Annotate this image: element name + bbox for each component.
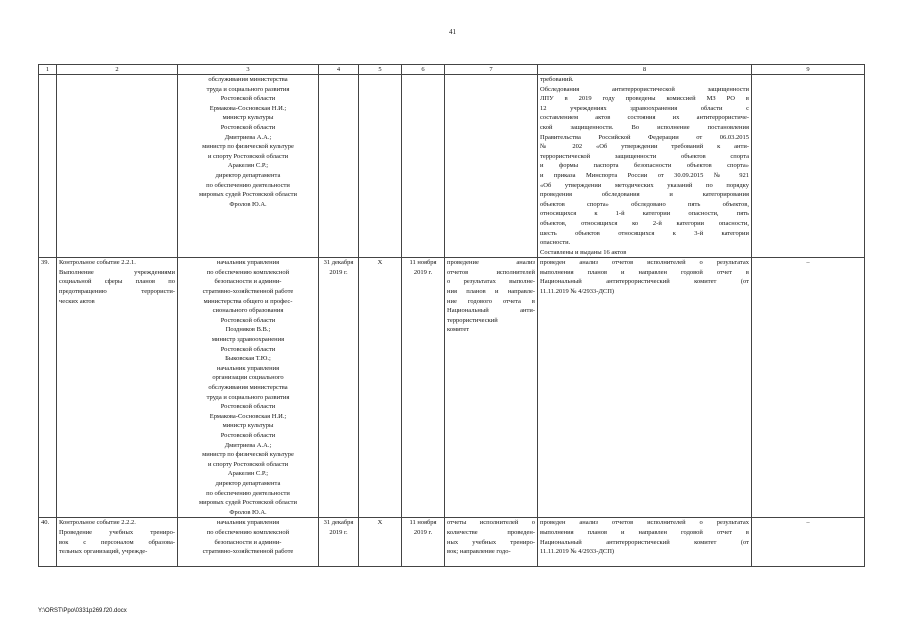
actual-date-cell	[402, 258, 445, 518]
cell-text-line: начальник управления	[216, 364, 280, 372]
cell-text-line: Национальный анти-	[447, 307, 535, 315]
cell-text-line: количестве проведен-	[447, 528, 535, 536]
cell-text-line: Фролов Ю.А.	[229, 508, 267, 516]
file-path-footer: Y:\ORST\Ppo\0331p269.f20.docx	[38, 608, 127, 614]
cell-text-line: Обследования антитеррористической защищенности	[540, 85, 749, 93]
cell-text-line: и приказа Минспорта России от 30.09.2015 № 921	[540, 171, 749, 179]
page-number: 41	[449, 28, 456, 36]
cell-text-line: обслуживания министерства	[208, 384, 288, 391]
actual-date-cell	[402, 518, 445, 567]
cell-text-line: проведения обследования и категорирования	[540, 191, 749, 199]
cell-text-line: сионального образования	[212, 307, 284, 315]
cell-text-line: 11 ноября	[409, 519, 437, 527]
cell-text-line: Проведение учебных трениро-	[59, 528, 175, 536]
cell-text-line: Правительства Российской Федерации от 06.03.2015	[540, 133, 749, 141]
cell-text-line: министр по физической культуре	[202, 451, 294, 459]
cell-text-line: по обеспечению деятельности	[206, 181, 290, 189]
table-row-40	[39, 518, 865, 567]
cell-text-line: министр культуры	[222, 422, 274, 430]
cell-text-line: Ростовской области	[220, 95, 276, 103]
column-number: 2	[57, 65, 178, 75]
cell-text-line: ных учебных трениро-	[447, 538, 535, 546]
column-number: 3	[178, 65, 319, 75]
cell-text-line: Выполнение учреждениями	[59, 268, 175, 276]
cell-text-line: объектов, относящихся ко 2-й категории опасности,	[540, 219, 749, 227]
cell-text-line: министр по физической культуре	[202, 143, 294, 151]
cell-text-line: вок; направление годо-	[447, 548, 511, 556]
cell-text-line: отчетов исполнителей	[447, 268, 535, 276]
remarks-cell: –	[752, 518, 865, 567]
cell-text-line: Контрольное событие 2.2.2.	[59, 519, 136, 527]
cell-text-line: 2019 г.	[413, 528, 433, 536]
cell-text-line: по обеспечению комплексной	[206, 268, 290, 276]
cell-text-line: Дмитриева А.А.;	[224, 441, 272, 449]
cell-text-line: опасности.	[540, 239, 571, 247]
cell-text-line: 11.11.2019 № 4/2933-ДСП)	[540, 548, 615, 556]
cell-text-line: террористической защищенности объектов спорта	[540, 152, 749, 160]
cell-text-line: 31 декабря	[323, 259, 354, 267]
column-number: 5	[359, 65, 402, 75]
cell-text-line: труда и социального развития	[206, 85, 290, 93]
responsible-persons-cell	[178, 258, 319, 518]
event-name-cell	[57, 518, 178, 567]
column-number: 9	[752, 65, 865, 75]
cell-text-line: 11.11.2019 № 4/2933-ДСП)	[540, 288, 615, 296]
cell-text-line: комитет	[447, 326, 470, 334]
cell-text-line: 2019 г.	[329, 268, 348, 276]
cell-text-line: мировых судей Ростовской области	[199, 191, 297, 199]
cell-text-line: и формы паспорта безопасности объектов спорта»	[540, 162, 749, 170]
column-number: 4	[319, 65, 359, 75]
cell-text-line: министерства общего и профес-	[203, 297, 293, 305]
cell-text-line: Фролов Ю.А.	[229, 200, 267, 208]
cell-text-line: Ростовской области	[220, 403, 276, 411]
cell-text-line: 31 декабря	[323, 519, 354, 527]
column-number: 7	[445, 65, 538, 75]
cell-text-line: требований.	[540, 76, 574, 83]
table-row-continuation	[39, 75, 865, 258]
event-name-cell	[57, 258, 178, 518]
cell-text-line: выполнения планов и направлен годовой отчет в	[540, 268, 749, 276]
document-cell	[445, 518, 538, 567]
cell-text-line: стративно-хозяйственной работе	[202, 548, 294, 556]
cell-text-line: Ростовской области	[220, 431, 276, 439]
cell-text-line: ской защищенности. Во исполнение постановления	[540, 123, 749, 131]
responsible-persons-cell	[178, 518, 319, 567]
cell-text-line: ние годового отчета в	[447, 297, 535, 305]
cell-text-line: отчеты исполнителей о	[447, 519, 535, 527]
result-cell	[538, 518, 752, 567]
cell-text-line: директор департамента	[215, 479, 281, 487]
cell-text-line: составлением актов состояния их антитеррористиче-	[540, 114, 749, 122]
cell-text-line: 2019 г.	[329, 528, 348, 536]
cell-text-line: 2019 г.	[413, 268, 433, 276]
cell-text-line: по обеспечению деятельности	[206, 489, 290, 497]
cell-text-line: относящихся к 1-й категории опасности, пять	[540, 210, 749, 218]
cell-text-line: Аракелян С.Р.;	[227, 162, 269, 170]
column-number: 8	[538, 65, 752, 75]
cell-text-line: Аракелян С.Р.;	[227, 470, 269, 478]
cell-text-line: обслуживания министерства	[208, 76, 288, 83]
row-number: 39.	[39, 258, 57, 518]
cell-text-line: Быковская Т.Ю.;	[225, 355, 271, 363]
cell-text-line: 11 ноября	[409, 259, 437, 267]
cell-text-line: Составлены и выданы 16 актов	[540, 248, 627, 256]
cell-text-line: Дмитриева А.А.;	[224, 133, 272, 141]
cell-text-line: о результатах выполне-	[447, 278, 535, 286]
cell-text-line: ния планов и направле-	[447, 288, 535, 296]
cell-text-line: выполнения планов и направлен годовой отчет в	[540, 528, 749, 536]
cell-text-line: ческих актов	[59, 297, 95, 305]
cell-text-line: начальник управления	[216, 259, 280, 267]
column-number: 1	[39, 65, 57, 75]
column-number-row	[39, 65, 865, 75]
cell-text-line: Ермакова-Сосновская Н.И.;	[209, 412, 287, 420]
cell-text-line: и спорту Ростовской области	[207, 152, 289, 160]
cell-text-line: ЛПУ в 2019 году проведены комиссией МЗ РО в	[540, 95, 749, 103]
result-cell	[538, 258, 752, 518]
cell-text-line: вок с персоналом образова-	[59, 538, 175, 546]
cell-text-line: Поздняков В.В.;	[225, 326, 271, 334]
cell-text-line: террористический	[447, 316, 498, 324]
cell-text-line: 12 учреждениях здравоохранения области с	[540, 104, 749, 112]
remarks-cell: –	[752, 258, 865, 518]
cell-text-line: шесть объектов относящихся к 3-й категории	[540, 229, 749, 237]
cell-text-line: министр культуры	[222, 114, 274, 122]
planned-date-cell	[319, 258, 359, 518]
x-mark-cell: Х	[359, 518, 402, 567]
cell-text-line: проведение анализ	[447, 259, 535, 267]
cell-text-line: Контрольное событие 2.2.1.	[59, 259, 136, 267]
cell-text-line: Национальный антитеррористический комитет (от	[540, 278, 749, 286]
cell-text-line: Ростовской области	[220, 123, 276, 131]
cell-text-line: Ермакова-Сосновская Н.И.;	[209, 104, 287, 112]
cell-text-line: мировых судей Ростовской области	[199, 499, 297, 507]
cell-text-line: министр здравоохранения	[211, 336, 285, 344]
cell-text-line: № 202 «Об утверждении требований к анти-	[540, 143, 749, 151]
cell-text-line: объектов спорта» обследовано пять объектов,	[540, 200, 749, 208]
plan-table	[38, 64, 865, 567]
column-number: 6	[402, 65, 445, 75]
cell-text-line: и спорту Ростовской области	[207, 460, 289, 468]
cell-text-line: безопасности и админи-	[214, 538, 282, 546]
result-cell	[538, 75, 752, 258]
cell-text-line: Ростовской области	[220, 345, 276, 353]
cell-text-line: начальник управления	[216, 519, 280, 527]
document-cell	[445, 258, 538, 518]
cell-text-line: безопасности и админи-	[214, 278, 282, 286]
cell-text-line: предотвращению террористи-	[59, 288, 175, 296]
cell-text-line: проведен анализ отчетов исполнителей о результатах	[540, 519, 749, 527]
cell-text-line: по обеспечению комплексной	[206, 528, 290, 536]
cell-text-line: труда и социального развития	[206, 393, 290, 401]
cell-text-line: «Об утверждении методических указаний по порядку	[540, 181, 749, 189]
x-mark-cell: Х	[359, 258, 402, 518]
cell-text-line: директор департамента	[215, 171, 281, 179]
row-number: 40.	[39, 518, 57, 567]
cell-text-line: социальной сферы планов по	[59, 278, 175, 286]
cell-text-line: стративно-хозяйственной работе	[202, 288, 294, 296]
table-row-39	[39, 258, 865, 518]
cell-text-line: организации социального	[212, 374, 284, 382]
cell-text-line: проведен анализ отчетов исполнителей о результатах	[540, 259, 749, 267]
cell-text-line: тельных организаций, учрежде-	[59, 548, 148, 556]
planned-date-cell	[319, 518, 359, 567]
cell-text-line: Ростовской области	[220, 316, 276, 324]
responsible-persons-cell	[178, 75, 319, 258]
cell-text-line: Национальный антитеррористический комитет (от	[540, 538, 749, 546]
